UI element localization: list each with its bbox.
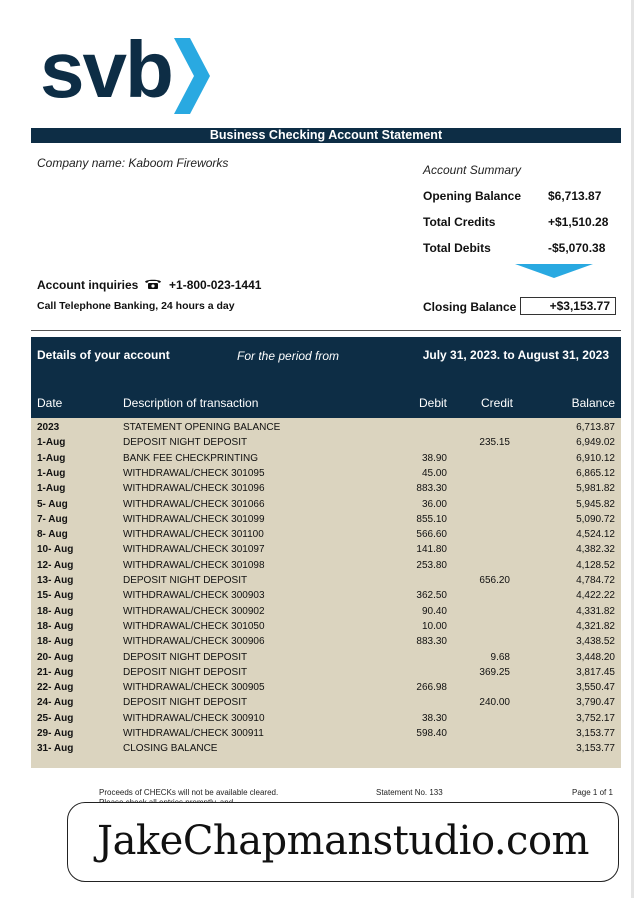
row-balance: 4,784.72 xyxy=(576,575,615,586)
row-date: 22- Aug xyxy=(37,682,74,694)
row-balance: 5,981.82 xyxy=(576,483,615,495)
account-inquiries xyxy=(37,278,261,292)
down-arrow-icon xyxy=(515,264,593,278)
table-row xyxy=(31,680,621,695)
page-number: Page 1 of 1 xyxy=(572,788,613,797)
table-row xyxy=(31,512,621,527)
row-balance: 6,910.12 xyxy=(576,452,615,464)
footer-note: Proceeds of CHECKs will not be available cleared. xyxy=(99,788,279,797)
row-credit: 9.68 xyxy=(490,651,510,663)
row-balance: 4,331.82 xyxy=(576,605,615,617)
row-description: DEPOSIT NIGHT DEPOSIT xyxy=(123,697,248,709)
row-date: 18- Aug xyxy=(37,636,74,648)
row-description: WITHDRAWAL/CHECK 301099 xyxy=(123,513,265,525)
row-date: 1-Aug xyxy=(37,437,66,449)
row-description: BANK FEE CHECKPRINTING xyxy=(123,452,259,464)
table-row xyxy=(31,634,621,649)
row-description: DEPOSIT NIGHT DEPOSIT xyxy=(123,437,248,449)
table-row xyxy=(31,451,621,466)
details-title: Details of your account xyxy=(37,348,170,362)
table-row xyxy=(31,665,621,680)
row-balance: 3,817.45 xyxy=(576,666,615,678)
total-debits-label: Total Debits xyxy=(423,241,491,255)
table-row xyxy=(31,527,621,542)
row-description: WITHDRAWAL/CHECK 300905 xyxy=(123,682,265,694)
total-credits-label: Total Credits xyxy=(423,215,496,229)
row-debit: 362.50 xyxy=(416,590,447,602)
row-credit: 235.15 xyxy=(479,437,510,449)
row-date: 15- Aug xyxy=(37,590,74,602)
transactions-table xyxy=(31,418,621,768)
row-date: 21- Aug xyxy=(37,666,74,678)
row-description: WITHDRAWAL/CHECK 300910 xyxy=(123,712,265,724)
section-divider xyxy=(31,330,621,331)
row-description: DEPOSIT NIGHT DEPOSIT xyxy=(123,666,248,678)
table-row xyxy=(31,650,621,665)
row-balance: 4,422.22 xyxy=(576,590,615,602)
row-balance: 3,752.17 xyxy=(576,712,615,724)
row-date: 2023 xyxy=(37,422,60,433)
column-header-credit: Credit xyxy=(480,396,513,410)
table-row xyxy=(31,573,621,588)
row-date: 12- Aug xyxy=(37,559,74,571)
row-date: 8- Aug xyxy=(37,529,68,541)
row-debit: 10.00 xyxy=(421,620,447,632)
company-name: Company name: Kaboom Fireworks xyxy=(37,156,229,170)
row-balance: 3,448.20 xyxy=(576,651,615,663)
row-debit: 45.00 xyxy=(421,467,447,479)
row-balance: 3,438.52 xyxy=(576,636,615,648)
table-row xyxy=(31,481,621,496)
row-balance: 5,090.72 xyxy=(576,513,615,525)
row-date: 1-Aug xyxy=(37,467,66,479)
row-debit: 598.40 xyxy=(416,728,447,739)
row-balance: 6,713.87 xyxy=(576,422,615,433)
svb-logo xyxy=(40,25,215,116)
telephone-icon xyxy=(144,278,162,292)
row-balance: 5,945.82 xyxy=(576,498,615,510)
column-header-balance: Balance xyxy=(571,396,615,410)
row-balance: 4,321.82 xyxy=(576,620,615,632)
table-row xyxy=(31,741,621,756)
table-row xyxy=(31,542,621,557)
row-debit: 883.30 xyxy=(416,483,447,495)
details-header xyxy=(31,337,621,418)
total-credits-value: +$1,510.28 xyxy=(548,215,609,229)
table-row xyxy=(31,695,621,710)
inquiries-label: Account inquiries xyxy=(37,278,139,292)
row-date: 18- Aug xyxy=(37,620,74,632)
table-row xyxy=(31,711,621,726)
row-description: WITHDRAWAL/CHECK 301097 xyxy=(123,544,265,556)
row-description: WITHDRAWAL/CHECK 301095 xyxy=(123,467,265,479)
row-debit: 253.80 xyxy=(416,559,447,571)
row-description: WITHDRAWAL/CHECK 301098 xyxy=(123,559,265,571)
row-debit: 883.30 xyxy=(416,636,447,648)
row-date: 1-Aug xyxy=(37,452,66,464)
row-balance: 4,128.52 xyxy=(576,559,615,571)
row-description: DEPOSIT NIGHT DEPOSIT xyxy=(123,575,248,586)
logo-text: svb xyxy=(40,25,172,114)
opening-balance-value: $6,713.87 xyxy=(548,189,602,203)
chevron-right-icon xyxy=(172,38,212,116)
row-date: 31- Aug xyxy=(37,743,74,755)
row-balance: 6,865.12 xyxy=(576,467,615,479)
column-header-date: Date xyxy=(37,396,63,410)
opening-balance-label: Opening Balance xyxy=(423,189,522,203)
table-row xyxy=(31,619,621,634)
row-description: WITHDRAWAL/CHECK 300911 xyxy=(123,728,264,739)
table-row xyxy=(31,726,621,741)
watermark: JakeChapmanstudio.com xyxy=(67,802,619,882)
row-description: WITHDRAWAL/CHECK 300906 xyxy=(123,636,265,648)
row-debit: 36.00 xyxy=(421,498,447,510)
row-debit: 855.10 xyxy=(416,513,447,525)
row-credit: 656.20 xyxy=(479,575,510,586)
row-description: WITHDRAWAL/CHECK 301050 xyxy=(123,620,265,632)
row-balance: 6,949.02 xyxy=(576,437,615,449)
row-date: 20- Aug xyxy=(37,651,74,663)
row-date: 10- Aug xyxy=(37,544,74,556)
row-debit: 141.80 xyxy=(416,544,447,556)
row-date: 7- Aug xyxy=(37,513,68,525)
row-description: STATEMENT OPENING BALANCE xyxy=(123,422,281,433)
row-description: WITHDRAWAL/CHECK 301100 xyxy=(123,529,264,541)
table-row xyxy=(31,558,621,573)
row-description: WITHDRAWAL/CHECK 301066 xyxy=(123,498,265,510)
row-date: 13- Aug xyxy=(37,575,74,586)
row-debit: 38.90 xyxy=(421,452,447,464)
row-balance: 3,153.77 xyxy=(576,728,615,739)
row-description: WITHDRAWAL/CHECK 300903 xyxy=(123,590,265,602)
row-date: 1-Aug xyxy=(37,483,66,495)
period-label: For the period from xyxy=(237,349,340,363)
row-description: DEPOSIT NIGHT DEPOSIT xyxy=(123,651,248,663)
row-date: 5- Aug xyxy=(37,498,68,510)
column-header-debit: Debit xyxy=(418,396,447,410)
row-date: 18- Aug xyxy=(37,605,74,617)
row-debit: 266.98 xyxy=(416,682,447,694)
total-debits-value: -$5,070.38 xyxy=(548,241,606,255)
row-credit: 369.25 xyxy=(479,666,510,678)
column-header-description: Description of transaction xyxy=(123,396,259,410)
closing-balance-label: Closing Balance xyxy=(423,300,517,314)
table-row xyxy=(31,435,621,450)
row-description: WITHDRAWAL/CHECK 301096 xyxy=(123,483,265,495)
row-balance: 4,524.12 xyxy=(576,529,615,541)
table-row xyxy=(31,497,621,512)
row-balance: 3,550.47 xyxy=(576,682,615,694)
row-description: CLOSING BALANCE xyxy=(123,743,218,755)
inquiries-phone[interactable]: +1-800-023-1441 xyxy=(169,278,262,292)
row-debit: 566.60 xyxy=(416,529,447,541)
table-row xyxy=(31,466,621,481)
telephone-banking-note: Call Telephone Banking, 24 hours a day xyxy=(37,300,235,312)
row-description: WITHDRAWAL/CHECK 300902 xyxy=(123,605,265,617)
row-date: 25- Aug xyxy=(37,712,74,724)
statement-number: Statement No. 133 xyxy=(376,788,443,797)
row-credit: 240.00 xyxy=(479,697,510,709)
period-range: July 31, 2023. to August 31, 2023 xyxy=(422,348,609,362)
row-date: 24- Aug xyxy=(37,697,74,709)
account-summary-title: Account Summary xyxy=(423,163,522,177)
row-balance: 3,790.47 xyxy=(576,697,615,709)
row-debit: 90.40 xyxy=(421,605,447,617)
row-balance: 4,382.32 xyxy=(576,544,615,556)
table-row xyxy=(31,588,621,603)
table-row xyxy=(31,604,621,619)
row-balance: 3,153.77 xyxy=(576,743,615,755)
statement-title: Business Checking Account Statement xyxy=(31,128,621,143)
row-debit: 38.30 xyxy=(421,712,447,724)
row-date: 29- Aug xyxy=(37,728,74,739)
table-row xyxy=(31,420,621,435)
closing-balance-value: +$3,153.77 xyxy=(520,297,616,315)
